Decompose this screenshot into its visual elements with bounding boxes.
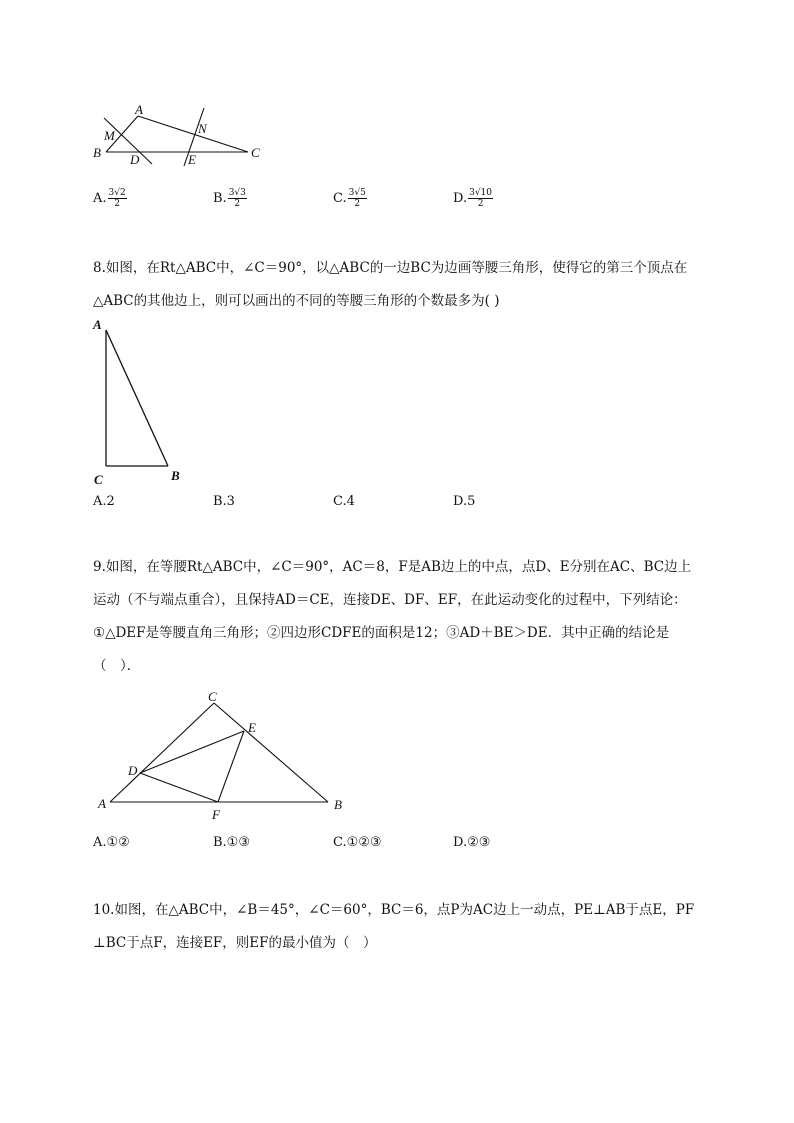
fraction-denominator: 2 [477,199,484,209]
q8-label-c: C [94,472,103,487]
q8-option-c[interactable]: C.4 [333,494,355,509]
option-fraction [108,188,127,209]
fraction-numerator: 3√10 [469,188,493,198]
segment-de [140,731,244,773]
fraction-denominator: 2 [354,199,361,209]
option-letter: A. [93,191,107,206]
q7-diagram [88,100,278,175]
q9-option-d[interactable]: D.②③ [453,835,491,850]
q9-line-1: 9.如图，在等腰Rt△ABC中，∠C＝90°，AC＝8，F是AB边上的中点，点D、E分别在AC、BC边上 [93,559,692,575]
q8-label-a: A [93,317,102,332]
q7-label-m: M [104,128,115,143]
fraction-numerator: 3√5 [348,188,366,198]
q8-figure [88,316,198,488]
q8-option-d[interactable]: D.5 [453,494,476,509]
q7-label-e: E [188,152,196,167]
q9-option-a[interactable]: A.①② [93,835,130,850]
q9-line-2: 运动（不与端点重合），且保持AD＝CE，连接DE、DF、EF，在此运动变化的过程中，下列结论： [93,592,687,608]
segment-ab [106,330,168,466]
q10-line-2: ⊥BC于点F，连接EF，则EF的最小值为（ ） [93,935,377,951]
segment-cb [214,703,328,802]
q8-options [93,494,713,516]
segment-ef [218,731,244,802]
option-fraction [228,188,247,209]
q8-option-b[interactable]: B.3 [213,494,235,509]
q7-label-a: A [135,102,143,117]
q9-option-b[interactable]: B.①③ [213,835,250,850]
q9-diagram [88,685,358,825]
q9-line-4: （ ）． [93,658,141,674]
option-letter: C. [333,191,347,206]
q7-option-a[interactable] [93,188,127,209]
segment-ac [138,116,248,152]
option-fraction [468,188,493,209]
q10-text [93,894,705,960]
option-letter: D. [453,191,468,206]
q9-options [93,835,713,857]
q7-option-d[interactable] [453,188,493,209]
q8-option-a[interactable]: A.2 [93,494,115,509]
q7-figure [88,100,278,175]
segment-df [140,773,218,802]
segment-ac [110,703,214,802]
q8-line-1: 8.如图，在Rt△ABC中，∠C＝90°，以△ABC的一边BC为边画等腰三角形，使得它的第三个顶点在 [93,260,688,276]
q7-options [93,188,713,210]
q7-label-b: B [93,145,101,160]
fraction-numerator: 3√3 [228,188,246,198]
q9-line-3: ①△DEF是等腰直角三角形；②四边形CDFE的面积是12；③AD＋BE＞DE．其中正确的结论是 [93,625,670,641]
fraction-denominator: 2 [234,199,241,209]
q8-diagram [88,316,198,488]
q9-figure [88,685,358,825]
q9-label-a: A [98,796,106,811]
option-fraction [348,188,367,209]
q8-label-b: B [171,468,180,483]
option-letter: B. [213,191,227,206]
q7-label-n: N [198,121,207,136]
q8-text [93,252,705,318]
q10-line-1: 10.如图，在△ABC中，∠B＝45°，∠C＝60°，BC＝6，点P为AC边上一动点，PE⊥AB于点E，PF [93,902,695,918]
q9-option-c[interactable]: C.①②③ [333,835,382,850]
q7-label-d: D [130,152,140,167]
q8-line-2: △ABC的其他边上，则可以画出的不同的等腰三角形的个数最多为( ) [93,293,500,309]
q9-text [93,551,705,683]
q7-option-b[interactable] [213,188,247,209]
q9-label-f: F [212,807,220,822]
q7-label-c: C [251,145,260,160]
fraction-numerator: 3√2 [108,188,126,198]
q9-label-e: E [248,720,256,735]
q9-label-b: B [334,797,342,812]
q9-label-d: D [128,763,138,778]
q7-option-c[interactable] [333,188,367,209]
fraction-denominator: 2 [114,199,120,209]
q9-label-c: C [208,689,217,704]
